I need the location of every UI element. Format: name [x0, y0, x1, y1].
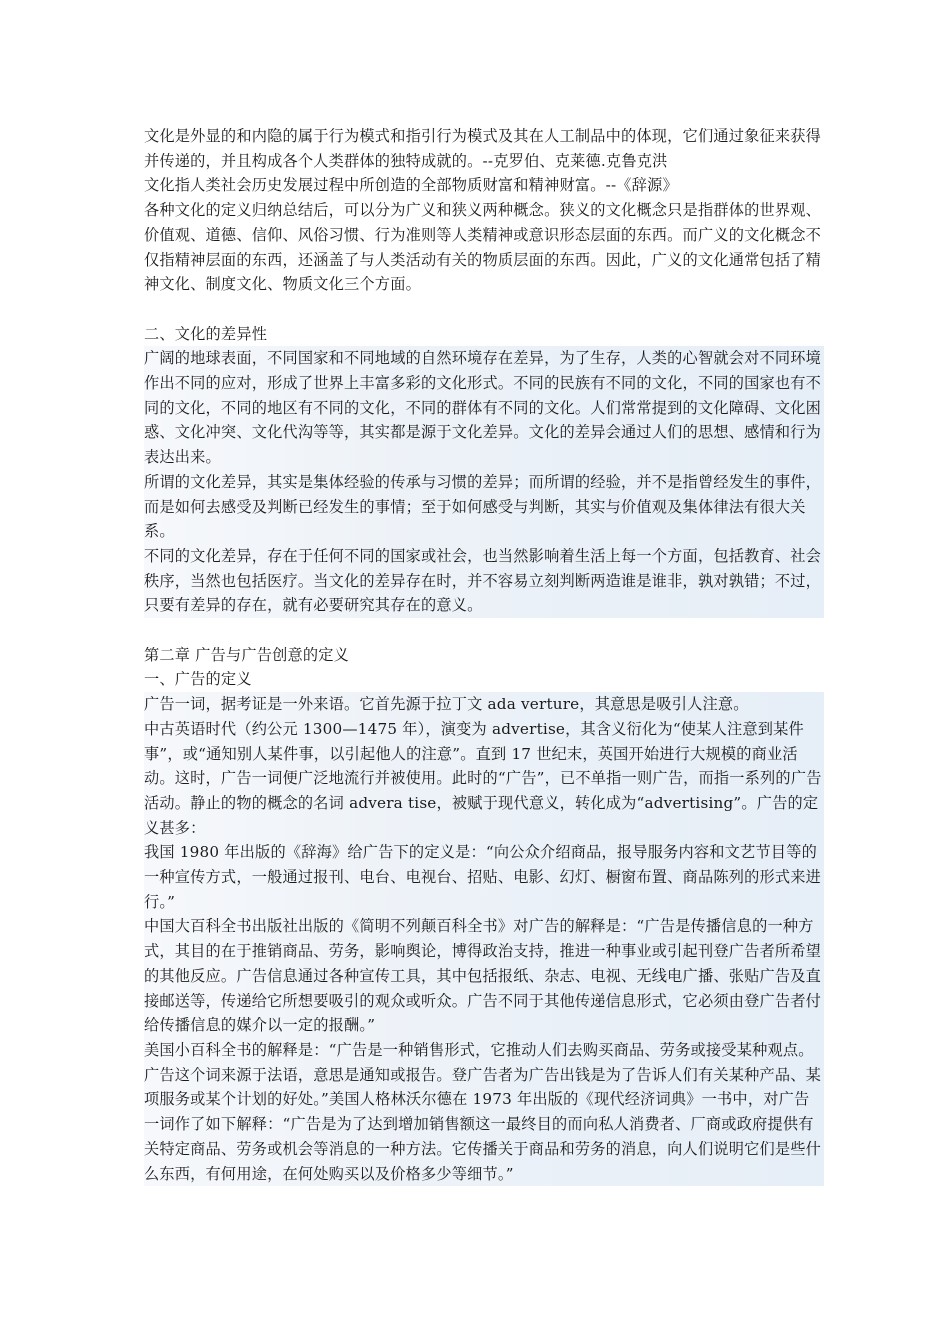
cultural-difference-paragraph-1: 广阔的地球表面，不同国家和不同地域的自然环境存在差异，为了生存，人类的心智就会对不同环境作出不同的应对，形成了世界上丰富多彩的文化形式。不同的民族有不同的文化，不同的国家也有不同的文化，不同的地区有不同的文化，不同的群体有不同的文化。人们常常提到的文化障碍、文化困惑、文化冲突、文化代沟等等，其实都是源于文化差异。文化的差异会通过人们的思想、感情和行为表达出来。	[144, 346, 824, 470]
paragraph-gap	[144, 618, 824, 643]
chapter-heading: 第二章 广告与广告创意的定义	[144, 645, 350, 664]
ad-britannica-definition: 中国大百科全书出版社出版的《简明不列颠百科全书》对广告的解释是：“广告是传播信息的一种方式，其目的在于推销商品、劳务，影响舆论，博得政治支持，推进一种事业或引起刊登广告者所希望的其他反应。广告信息通过各种宣传工具，其中包括报纸、杂志、电视、无线电广播、张贴广告及直接邮送等，传递给它所想要吸引的观众或听众。广告不同于其他传递信息形式，它必须由登广告者付给传播信息的媒介以一定的报酬。”	[144, 914, 824, 1038]
ad-middle-english-paragraph: 中古英语时代（约公元 1300—1475 年），演变为 advertise，其含义衍化为“使某人注意到某件事”，或“通知别人某件事，以引起他人的注意”。直到 17 世纪末，英国开始进行大规模的商业活动。这时，广告一词便广泛地流行并被使用。此时的“广告”，已不单指一则广告，而指一系列的广告活动。静止的物的概念的名词 advera tise，被赋于现代意义，转化成为“advertising”。广告的定义甚多：	[144, 717, 824, 841]
culture-definition-kroeber: 文化是外显的和内隐的属于行为模式和指引行为模式及其在人工制品中的体现，它们通过象征来获得并传递的，并且构成各个人类群体的独特成就的。--克罗伯、克莱德.克鲁克洪	[144, 127, 822, 170]
cultural-difference-paragraph-3: 不同的文化差异，存在于任何不同的国家或社会，也当然影响着生活上每一个方面，包括教育、社会秩序，当然也包括医疗。当文化的差异存在时，并不容易立刻判断两造谁是谁非，孰对孰错；不过，只要有差异的存在，就有必要研究其存在的意义。	[144, 544, 824, 618]
subsection-heading-ad-definition: 一、广告的定义	[144, 670, 252, 689]
ad-cihai-definition: 我国 1980 年出版的《辞海》给广告下的定义是：“向公众介绍商品，报导服务内容和文艺节目等的一种宣传方式，一般通过报刊、电台、电视台、招贴、电影、幻灯、橱窗布置、商品陈列的形式来进行。”	[144, 840, 824, 914]
ad-etymology-paragraph: 广告一词，据考证是一外来语。它首先源于拉丁文 ada verture，其意思是吸引人注意。	[144, 692, 824, 717]
cultural-difference-paragraph-2: 所谓的文化差异，其实是集体经验的传承与习惯的差异；而所谓的经验，并不是指曾经发生的事件，而是如何去感受及判断已经发生的事情；至于如何感受与判断，其实与价值观及集体律法有很大关系。	[144, 470, 824, 544]
culture-definition-ciyuan: 文化指人类社会历史发展过程中所创造的全部物质财富和精神财富。--《辞源》	[144, 176, 678, 195]
document-page	[144, 124, 824, 1186]
paragraph-gap	[144, 297, 824, 322]
ad-american-encyclopedia-definition: 美国小百科全书的解释是：“广告是一种销售形式，它推动人们去购买商品、劳务或接受某种观点。广告这个词来源于法语，意思是通知或报告。登广告者为广告出钱是为了告诉人们有关某种产品、某项服务或某个计划的好处。”美国人格林沃尔德在 1973 年出版的《现代经济词典》一书中，对广告一词作了如下解释：“广告是为了达到增加销售额这一最终目的而向私人消费者、厂商或政府提供有关特定商品、劳务或机会等消息的一种方法。它传播关于商品和劳务的消息，向人们说明它们是些什么东西，有何用途，在何处购买以及价格多少等细节。”	[144, 1038, 824, 1186]
section-heading-cultural-difference: 二、文化的差异性	[144, 324, 268, 343]
culture-broad-narrow-paragraph: 各种文化的定义归纳总结后，可以分为广义和狭义两种概念。狭义的文化概念只是指群体的世界观、价值观、道德、信仰、风俗习惯、行为准则等人类精神或意识形态层面的东西。而广义的文化概念不仅指精神层面的东西，还涵盖了与人类活动有关的物质层面的东西。因此，广义的文化通常包括了精神文化、制度文化、物质文化三个方面。	[144, 201, 822, 294]
